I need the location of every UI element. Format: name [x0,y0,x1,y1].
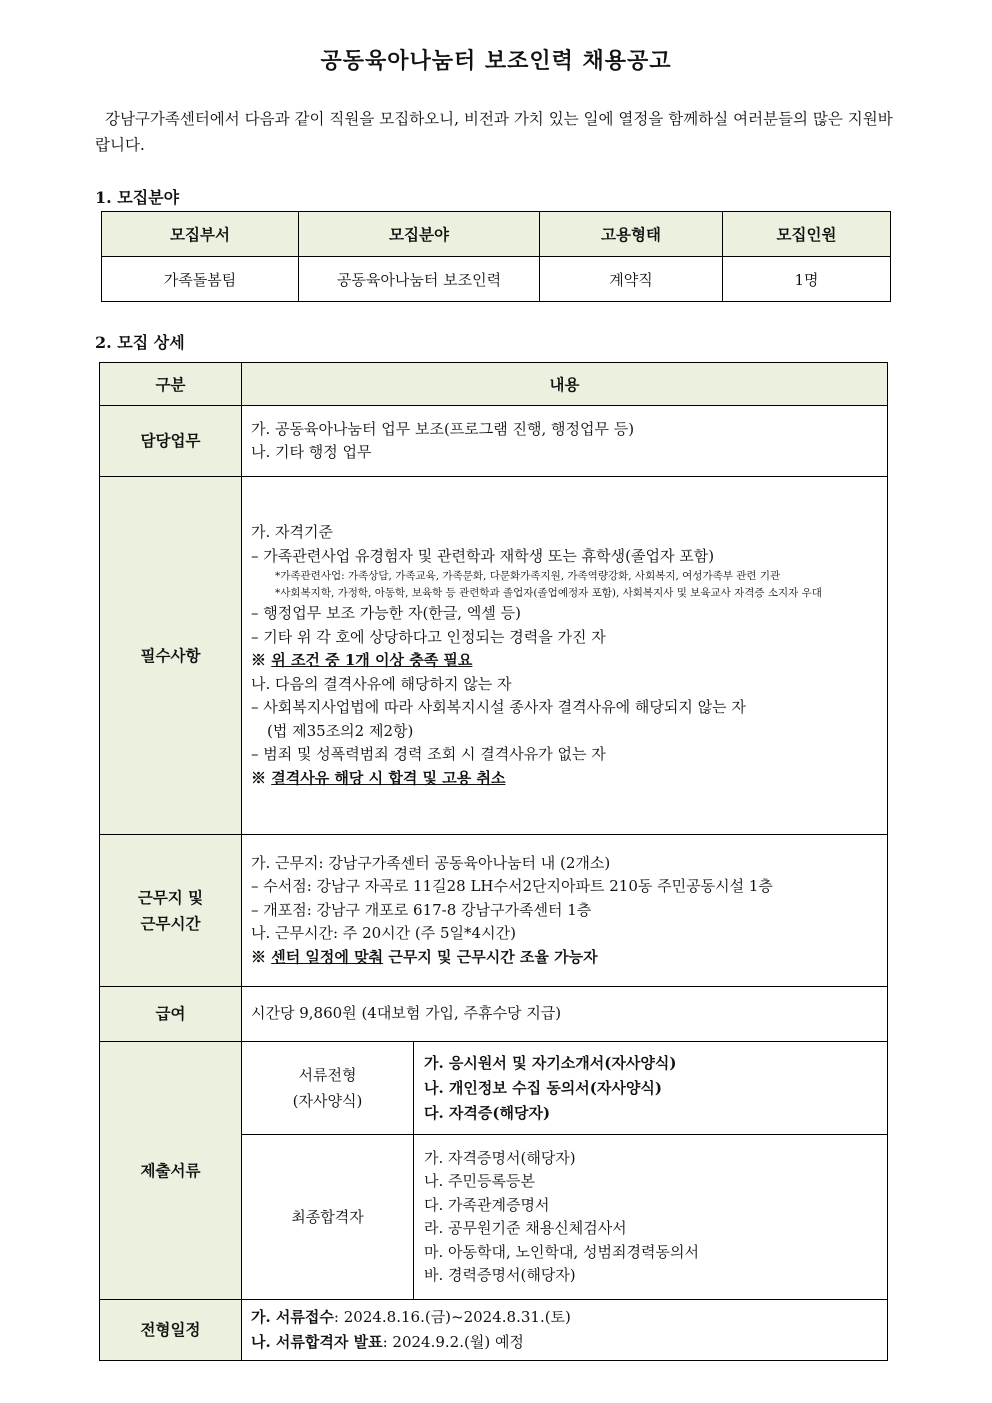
notice-text: 결격사유 해당 시 합격 및 고용 취소 [271,768,506,787]
label-duty: 담당업무 [100,406,242,477]
required-line: 가. 자격기준 [251,523,333,541]
list-item: 다. 자격증(해당자) [424,1103,551,1122]
required-note: *사회복지학, 가정학, 아동학, 보육학 등 관련학과 졸업자(졸업예정자 포함), 사회복지사 및 보육교사 자격증 소지자 우대 [275,587,822,599]
header-field: 모집분야 [299,212,540,257]
sub-label-line: (자사양식) [292,1092,363,1110]
workplace-line: 가. 근무지: 강남구가족센터 공동육아나눔터 내 (2개소) [251,853,611,872]
sub-label-screening [242,1042,414,1135]
table-header-row [102,212,891,257]
list-item: 다. 가족관계증명서 [424,1195,550,1214]
notice-text: 위 조건 중 1개 이상 충족 필요 [271,651,473,669]
recruitment-detail-table [99,362,888,1361]
required-line: (법 제35조의2 제2항) [267,721,414,740]
workplace-line: – 수서점: 강남구 자곡로 11길28 LH수서2단지아파트 210동 주민공동시설 1층 [251,877,773,896]
schedule-item-label: 가. 서류접수 [251,1308,334,1326]
content-required [242,477,888,835]
list-item: 라. 공무원기준 채용신체검사서 [424,1219,627,1237]
cell-department: 가족돌봄팀 [102,257,299,302]
required-line: – 행정업무 보조 가능한 자(한글, 엑셀 등) [251,604,521,622]
row-required [100,477,888,835]
label-workplace-line: 근무시간 [140,913,201,933]
required-note: *가족관련사업: 가족상담, 가족교육, 가족문화, 다문화가족지원, 가족역량강화, 사회복지, 여성가족부 관련 기관 [275,570,781,582]
schedule-line [251,1330,887,1355]
workplace-line: 나. 근무시간: 주 20시간 (주 5일*4시간) [251,924,516,943]
label-documents: 제출서류 [100,1042,242,1300]
notice-text: 근무지 및 근무시간 조율 가능자 [383,947,598,966]
section-2-heading: 2. 모집 상세 [95,333,185,352]
row-workplace [100,835,888,987]
header-content: 내용 [242,363,888,406]
notice-text: 센터 일정에 맞춰 [271,947,384,966]
label-required: 필수사항 [100,477,242,835]
row-documents-screening [100,1042,888,1135]
table-row [102,257,891,302]
header-department: 모집부서 [102,212,299,257]
required-line: – 기타 위 각 호에 상당하다고 인정되는 경력을 가진 자 [251,627,606,646]
label-schedule: 전형일정 [100,1300,242,1361]
duty-line: 나. 기타 행정 업무 [251,443,372,461]
header-headcount: 모집인원 [723,212,891,257]
sub-label-line: 서류전형 [298,1066,357,1084]
header-category: 구분 [100,363,242,406]
list-item: 마. 아동학대, 노인학대, 성범죄경력동의서 [424,1242,699,1261]
sub-label-final: 최종합격자 [242,1135,414,1300]
list-item: 가. 자격증명서(해당자) [424,1148,576,1167]
cell-headcount: 1명 [723,257,891,302]
content-workplace [242,835,888,987]
reference-mark: ※ [251,768,272,787]
row-schedule [100,1300,888,1361]
list-item: 나. 개인정보 수집 동의서(자사양식) [424,1078,662,1097]
list-item: 나. 주민등록등본 [424,1172,535,1190]
header-employment-type: 고용형태 [540,212,723,257]
content-final [414,1135,888,1300]
row-duty [100,406,888,477]
table-header-row [100,363,888,406]
label-workplace-line: 근무지 및 [137,887,204,907]
required-line: – 가족관련사업 유경험자 및 관련학과 재학생 또는 휴학생(졸업자 포함) [251,546,715,565]
required-line: – 범죄 및 성폭력범죄 경력 조회 시 결격사유가 없는 자 [251,745,606,763]
schedule-item-value: : 2024.9.2.(월) 예정 [382,1333,524,1351]
list-item: 바. 경력증명서(해당자) [424,1266,576,1284]
intro-paragraph: 강남구가족센터에서 다음과 같이 직원을 모집하오니, 비전과 가치 있는 일에 열정을 함께하실 여러분들의 많은 지원바랍니다. [95,110,893,154]
recruitment-field-table [101,211,891,302]
required-line: – 사회복지사업법에 따라 사회복지시설 종사자 결격사유에 해당되지 않는 자 [251,698,746,716]
reference-mark: ※ [251,947,272,966]
duty-line: 가. 공동육아나눔터 업무 보조(프로그램 진행, 행정업무 등) [251,419,635,438]
section-1-heading: 1. 모집분야 [95,188,180,207]
workplace-line: – 개포점: 강남구 개포로 617-8 강남구가족센터 1층 [251,900,592,919]
label-salary: 급여 [100,987,242,1042]
required-notice [251,767,887,791]
workplace-notice [251,946,887,970]
page-title: 공동육아나눔터 보조인력 채용공고 [320,48,672,74]
cell-field: 공동육아나눔터 보조인력 [299,257,540,302]
reference-mark: ※ [251,651,272,669]
required-notice [251,649,887,673]
required-line: 나. 다음의 결격사유에 해당하지 않는 자 [251,674,512,693]
list-item: 가. 응시원서 및 자기소개서(자사양식) [424,1053,677,1072]
content-schedule [242,1300,888,1361]
schedule-line [251,1305,887,1330]
row-salary [100,987,888,1042]
label-workplace [100,835,242,987]
content-salary: 시간당 9,860원 (4대보험 가입, 주휴수당 지급) [242,987,888,1042]
cell-employment-type: 계약직 [540,257,723,302]
content-duty [242,406,888,477]
content-screening [414,1042,888,1135]
schedule-item-value: : 2024.8.16.(금)~2024.8.31.(토) [333,1308,571,1326]
schedule-item-label: 나. 서류합격자 발표 [251,1333,383,1351]
